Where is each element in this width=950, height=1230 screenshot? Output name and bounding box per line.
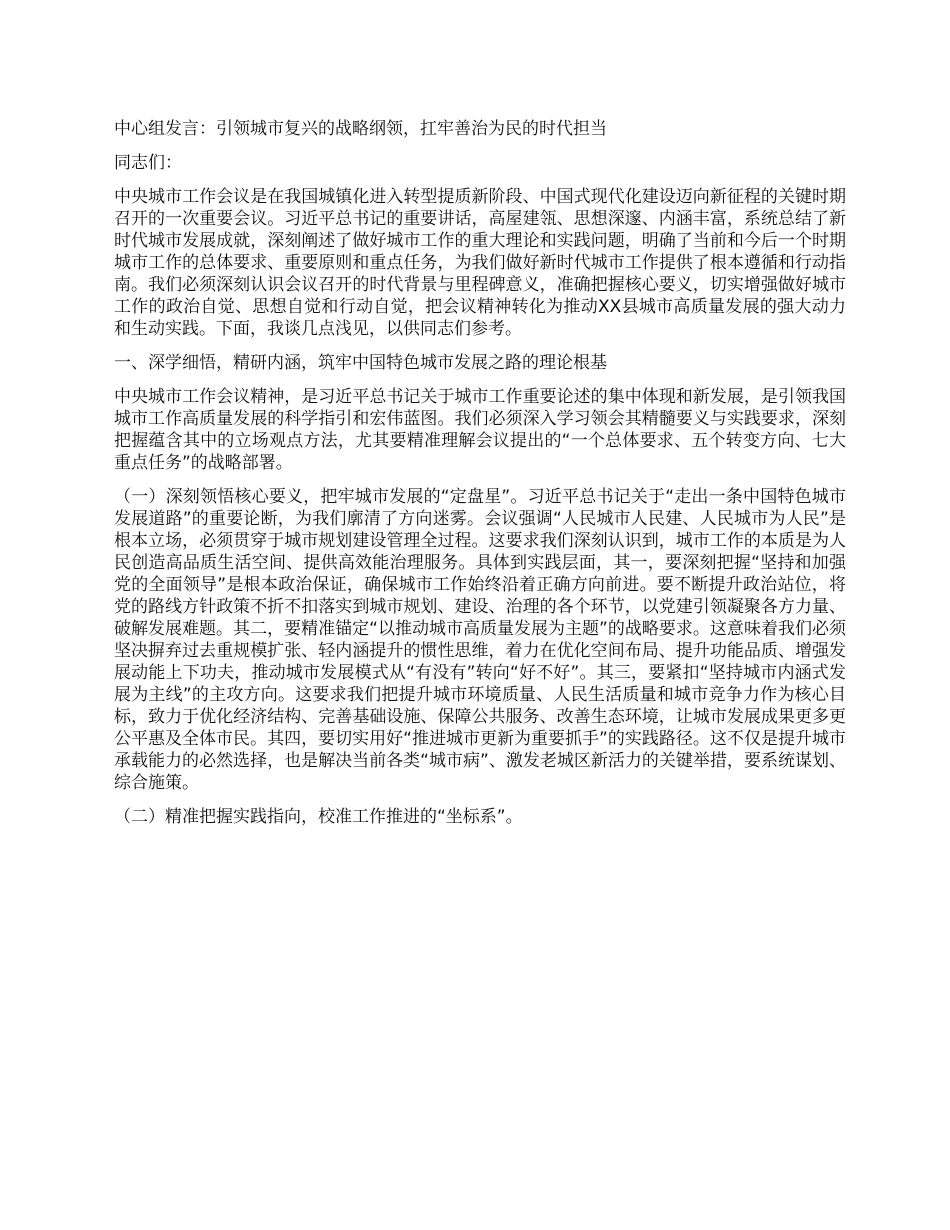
section-paragraph: 中央城市工作会议精神，是习近平总书记关于城市工作重要论述的集中体现和新发展，是引领我国城市工作高质量发展的科学指引和宏伟蓝图。我们必须深入学习领会其精髓要义与实践要求，深刻把握蕴含其中的立场观点方法，尤其要精准理解会议提出的“一个总体要求、五个转变方向、七大重点任务”的战略部署。 xyxy=(114,387,846,473)
subsection-paragraph: （一）深刻领悟核心要义，把牢城市发展的“定盘星”。习近平总书记关于“走出一条中国特色城市发展道路”的重要论断，为我们廓清了方向迷雾。会议强调“人民城市人民建、人民城市为人民”是根本立场，必须贯穿于城市规划建设管理全过程。这要求我们深刻认识到，城市工作的本质是为人民创造高品质生活空间、提供高效能治理服务。具体到实践层面，其一，要深刻把握“坚持和加强党的全面领导”是根本政治保证，确保城市工作始终沿着正确方向前进。要不断提升政治站位，将党的路线方针政策不折不扣落实到城市规划、建设、治理的各个环节，以党建引领凝聚各方力量、破解发展难题。其二，要精准锚定“以推动城市高质量发展为主题”的战略要求。这意味着我们必须坚决摒弃过去重规模扩张、轻内涵提升的惯性思维，着力在优化空间布局、提升功能品质、增强发展动能上下功夫，推动城市发展模式从“有没有”转向“好不好”。其三，要紧扣“坚持城市内涵式发展为主线”的主攻方向。这要求我们把提升城市环境质量、人民生活质量和城市竞争力作为核心目标，致力于优化经济结构、完善基础设施、保障公共服务、改善生态环境，让城市发展成果更多更公平惠及全体市民。其四，要切实用好“推进城市更新为重要抓手”的实践路径。这不仅是提升城市承载能力的必然选择，也是解决当前各类“城市病”、激发老城区新活力的关键举措，要系统谋划、综合施策。 xyxy=(114,487,846,793)
salutation: 同志们： xyxy=(114,153,182,173)
subsection-heading: （二）精准把握实践指向，校准工作推进的“坐标系”。 xyxy=(114,807,523,827)
document-title: 中心组发言：引领城市复兴的战略纲领，扛牢善治为民的时代担当 xyxy=(114,119,607,139)
document-body xyxy=(114,118,846,840)
section-heading: 一、深学细悟，精研内涵，筑牢中国特色城市发展之路的理论根基 xyxy=(114,353,607,373)
intro-paragraph: 中央城市工作会议是在我国城镇化进入转型提质新阶段、中国式现代化建设迈向新征程的关键时期召开的一次重要会议。习近平总书记的重要讲话，高屋建瓴、思想深邃、内涵丰富，系统总结了新时代城市发展成就，深刻阐述了做好城市工作的重大理论和实践问题，明确了当前和今后一个时期城市工作的总体要求、重要原则和重点任务，为我们做好新时代城市工作提供了根本遵循和行动指南。我们必须深刻认识会议召开的时代背景与里程碑意义，准确把握核心要义，切实增强做好城市工作的政治自觉、思想自觉和行动自觉，把会议精神转化为推动XX县城市高质量发展的强大动力和生动实践。下面，我谈几点浅见，以供同志们参考。 xyxy=(114,187,846,339)
